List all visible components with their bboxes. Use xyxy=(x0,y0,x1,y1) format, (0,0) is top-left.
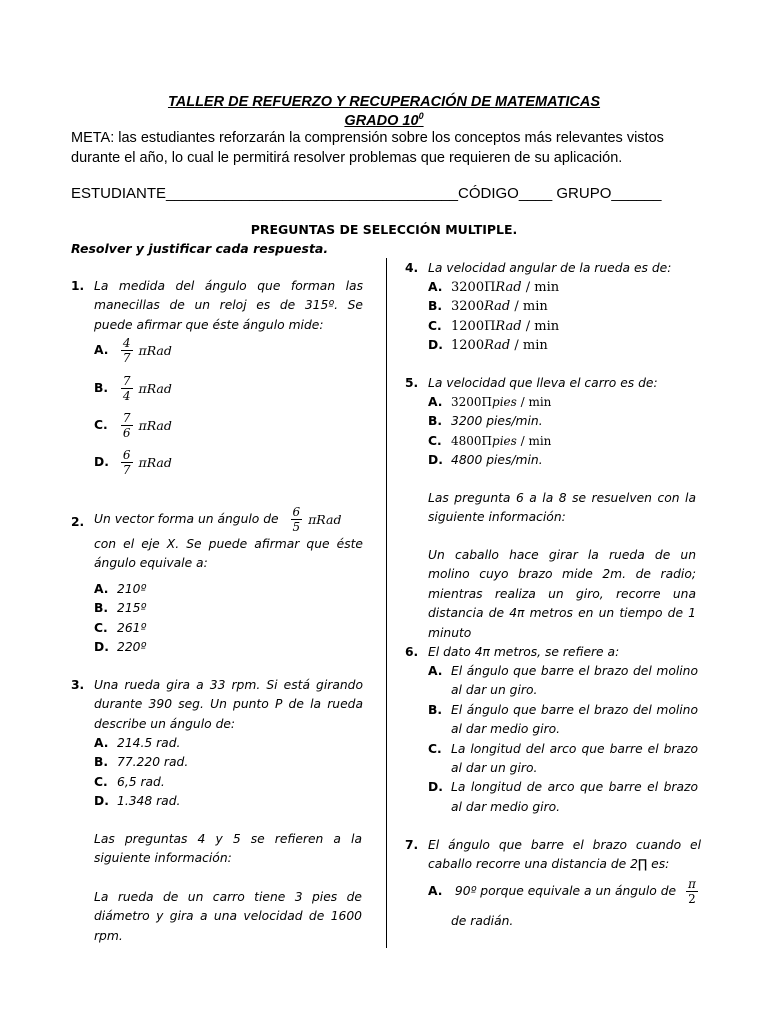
option-4a: A. 3200ΠRad / min xyxy=(428,280,560,295)
option-letter: D. xyxy=(94,455,109,469)
question-number: 4. xyxy=(405,261,419,275)
option-3b: B. 77.220 rad. xyxy=(94,755,189,770)
fraction: $\frac{6}{7}$ xyxy=(122,448,131,477)
option-5b: B. 3200 pies/min. xyxy=(428,414,543,429)
fraction: $\frac{6}{5}$ xyxy=(292,505,301,534)
instruction-text: Resolver y justificar cada respuesta. xyxy=(71,241,329,256)
option-1d xyxy=(94,448,172,477)
unit: πRad xyxy=(138,454,172,470)
question-text: Una rueda gira a 33 rpm. Si está girando durante 390 seg. Un punto P de la rueda describe un ángulo de: xyxy=(94,678,363,731)
info-4-5-intro: Las preguntas 4 y 5 se refieren a la siguiente información: xyxy=(94,832,362,866)
question-1 xyxy=(71,277,363,335)
option-letter: A. xyxy=(428,884,443,898)
question-text: La velocidad que lleva el carro es de: xyxy=(428,376,658,390)
options-6 xyxy=(428,662,698,817)
unit: πRad xyxy=(138,342,172,358)
option-5c: C. 4800Πpies / min xyxy=(428,433,552,448)
option-7a xyxy=(428,877,708,906)
option-1c xyxy=(94,411,172,440)
goal-text: META: las estudiantes reforzarán la comprensión sobre los conceptos más relevantes vistos durante el año, lo cual le permitirá resolver problemas que requieren de su aplicación. xyxy=(71,130,664,166)
question-number: 1. xyxy=(71,279,85,293)
fraction: $\frac{\pi}{2}$ xyxy=(688,877,696,906)
question-number: 5. xyxy=(405,376,419,390)
option-letter: A. xyxy=(94,343,109,357)
unit: πRad xyxy=(138,380,172,396)
option-letter: C. xyxy=(94,418,108,432)
option-6d: D. La longitud de arco que barre el brazo al dar medio giro. xyxy=(428,780,698,814)
unit: πRad xyxy=(138,417,172,433)
option-4c: C. 1200ΠRad / min xyxy=(428,318,560,334)
options-4 xyxy=(428,278,698,356)
worksheet-title: TALLER DE REFUERZO Y RECUPERACIÓN DE MATEMATICAS xyxy=(167,94,601,110)
option-letter: B. xyxy=(94,381,109,395)
option-5a: A. 3200Πpies / min xyxy=(428,395,552,409)
question-text: El dato 4π metros, se refiere a: xyxy=(428,645,620,659)
info-4-5-text: La rueda de un carro tiene 3 pies de diámetro y gira a una velocidad de 1600 rpm. xyxy=(94,890,362,943)
unit: πRad xyxy=(308,511,342,527)
options-3 xyxy=(94,734,354,812)
info-6-8-text: Un caballo hace girar la rueda de un molino cuyo brazo mide 2m. de radio; mientras realiza un giro, recorre una distancia de 4π metros en un tiempo de 1 minuto xyxy=(428,548,696,640)
question-text-a: Un vector forma un ángulo de $\frac{6}{5}$ πRad xyxy=(94,505,342,534)
grade-label: GRADO $10^0$ xyxy=(344,111,424,129)
options-5 xyxy=(428,393,698,471)
question-text: El ángulo que barre el brazo cuando el caballo recorre una distancia de 2∏ es: xyxy=(428,838,701,872)
question-number: 2. xyxy=(71,515,85,529)
option-6c: C. La longitud del arco que barre el brazo al dar un giro. xyxy=(428,741,698,776)
option-3c: C. 6,5 rad. xyxy=(94,774,165,789)
option-text: 90º porque equivale a un ángulo de xyxy=(454,884,677,898)
option-5d: D. 4800 pies/min. xyxy=(428,453,543,468)
question-text: La medida del ángulo que forman las manecillas de un reloj es de 315º. Se puede afirmar que éste ángulo mide: xyxy=(94,279,363,332)
option-2a: A. 210º xyxy=(94,582,147,596)
option-1b xyxy=(94,374,172,403)
question-text-b: con el eje X. Se puede afirmar que éste ángulo equivale a: xyxy=(94,537,363,571)
question-7 xyxy=(405,836,701,875)
option-4b: B. 3200Rad / min xyxy=(428,299,548,315)
question-4 xyxy=(405,259,705,278)
options-2 xyxy=(94,580,354,658)
info-6-8-intro: Las pregunta 6 a la 8 se resuelven con la siguiente información: xyxy=(428,491,696,525)
option-6a: A. El ángulo que barre el brazo del molino al dar un giro. xyxy=(428,664,698,698)
column-divider xyxy=(386,258,387,948)
option-2d: D. 220º xyxy=(94,640,147,655)
question-5 xyxy=(405,374,705,393)
question-3 xyxy=(71,676,363,734)
fraction: $\frac{4}{7}$ xyxy=(122,336,131,365)
option-3d: D. 1.348 rad. xyxy=(94,794,181,809)
option-7a-tail: de radián. xyxy=(451,914,514,928)
student-line: ESTUDIANTE___________________________________CÓDIGO____ GRUPO______ xyxy=(71,185,662,202)
option-2b: B. 215º xyxy=(94,601,147,616)
section-title: PREGUNTAS DE SELECCIÓN MULTIPLE. xyxy=(250,222,518,237)
option-3a: A. 214.5 rad. xyxy=(94,736,181,750)
question-number: 6. xyxy=(405,645,419,659)
option-1a xyxy=(94,336,172,365)
option-6b: B. El ángulo que barre el brazo del molino al dar medio giro. xyxy=(428,702,698,737)
question-number: 3. xyxy=(71,678,85,692)
question-6 xyxy=(405,643,705,662)
option-2c: C. 261º xyxy=(94,620,147,635)
question-number: 7. xyxy=(405,838,419,852)
fraction: $\frac{7}{4}$ xyxy=(122,374,131,403)
fraction: $\frac{7}{6}$ xyxy=(122,411,131,440)
question-text: La velocidad angular de la rueda es de: xyxy=(428,261,672,275)
option-4d: D. 1200Rad / min xyxy=(428,338,548,354)
question-2 xyxy=(71,505,363,574)
